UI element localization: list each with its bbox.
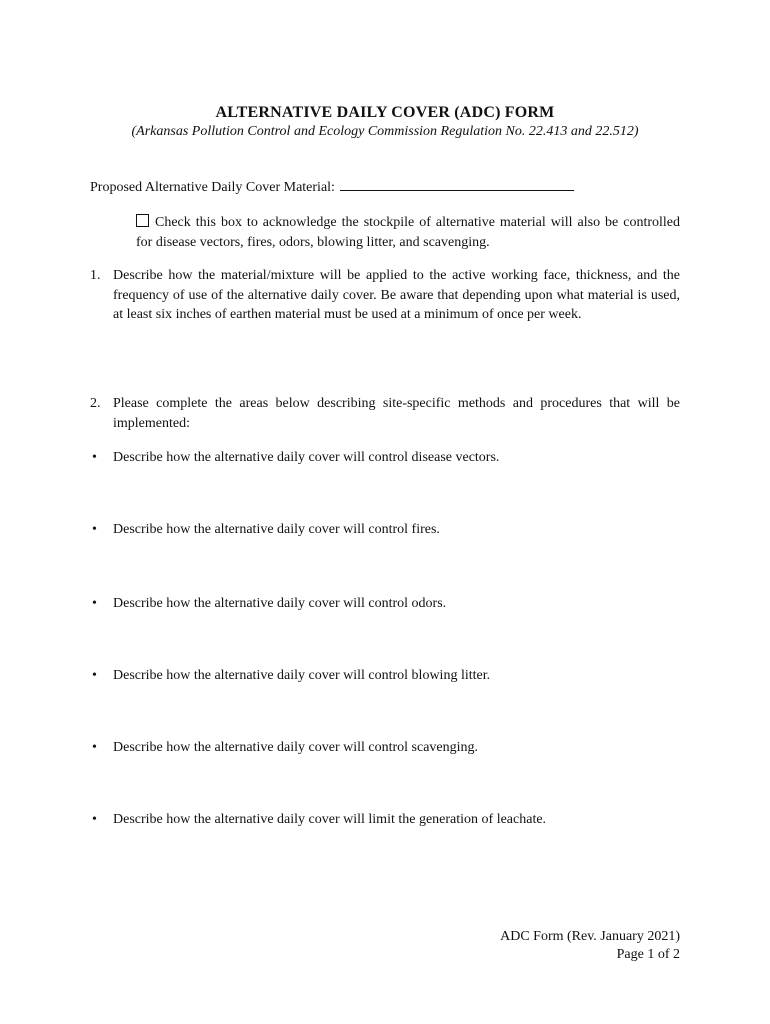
- acknowledge-checkbox[interactable]: [136, 214, 149, 227]
- bullet-text: Describe how the alternative daily cover will control scavenging.: [113, 740, 479, 755]
- form-revision: ADC Form (Rev. January 2021): [500, 929, 680, 944]
- bullet-text: Describe how the alternative daily cover will control fires.: [113, 522, 440, 537]
- material-label: Proposed Alternative Daily Cover Material:: [90, 180, 335, 195]
- bullet-icon: •: [92, 740, 97, 755]
- bullet-text: Describe how the alternative daily cover will control blowing litter.: [113, 668, 491, 683]
- bullet-text: Describe how the alternative daily cover will control disease vectors.: [113, 450, 500, 465]
- page-number: Page 1 of 2: [616, 947, 680, 962]
- material-input-line[interactable]: [340, 177, 574, 191]
- numbered-item-1: [90, 266, 680, 325]
- numbered-item-2: [90, 394, 680, 433]
- acknowledge-checkbox-row: [136, 213, 680, 253]
- bullet-odors: [90, 594, 680, 613]
- bullet-icon: •: [92, 596, 97, 611]
- page-footer: [500, 928, 680, 964]
- form-subtitle: (Arkansas Pollution Control and Ecology Commission Regulation No. 22.413 and 22.512): [131, 124, 639, 139]
- bullet-icon: •: [92, 450, 97, 465]
- item-number: 2.: [90, 396, 101, 411]
- bullet-icon: •: [92, 812, 97, 827]
- bullet-icon: •: [92, 522, 97, 537]
- material-field-row: [90, 177, 574, 196]
- bullet-text: Describe how the alternative daily cover will limit the generation of leachate.: [113, 812, 547, 827]
- bullet-scavenging: [90, 738, 680, 757]
- bullet-disease-vectors: [90, 448, 680, 467]
- bullet-icon: •: [92, 668, 97, 683]
- form-title: ALTERNATIVE DAILY COVER (ADC) FORM: [215, 104, 555, 121]
- item-text: Please complete the areas below describing site-specific methods and procedures that will be implemented:: [113, 396, 680, 431]
- bullet-blowing-litter: [90, 666, 680, 685]
- bullet-fires: [90, 520, 680, 539]
- item-text: Describe how the material/mixture will be applied to the active working face, thickness, and the frequency of use of the alternative daily cover. Be aware that depending upon what material is used, at least six inches of earthen material must be used at a minimum of once per week.: [113, 268, 680, 322]
- bullet-leachate: [90, 810, 680, 829]
- item-number: 1.: [90, 268, 101, 283]
- acknowledge-checkbox-label: Check this box to acknowledge the stockpile of alternative material will also be controlled for disease vectors, fires, odors, blowing litter, and scavenging.: [136, 215, 680, 250]
- bullet-text: Describe how the alternative daily cover will control odors.: [113, 596, 447, 611]
